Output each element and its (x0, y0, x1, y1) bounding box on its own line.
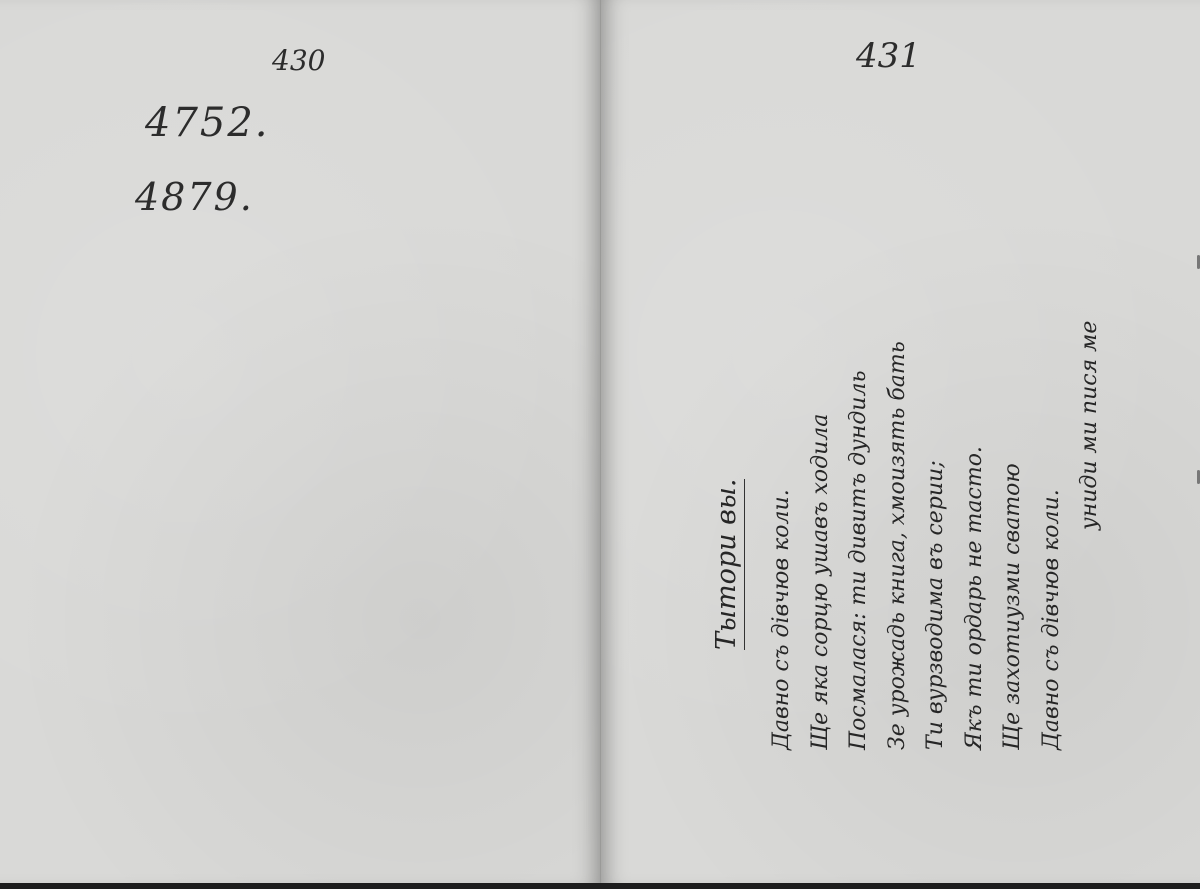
poem-line: Якъ ти ордарь не тасто. (961, 446, 987, 750)
poem-rotated-text (711, 250, 1110, 750)
left-page (0, 0, 601, 884)
poem-title: Тытори вы. (711, 479, 745, 650)
right-page (601, 0, 1200, 884)
poem-line: Ти вурзводима въ серии; (923, 460, 948, 750)
page-number-left: 430 (272, 44, 326, 77)
poem-line: Давно съ дівчюв коли. (1038, 489, 1064, 750)
catalog-number-second: 4879. (135, 175, 254, 219)
poem-line: Ще захотиузми сватою (1000, 463, 1025, 750)
poem-line: Давно съ дівчюв коли. (769, 489, 794, 750)
poem-line: Посмалася: ти дивитъ дундиль (846, 370, 871, 750)
poem-line: Зе урожадь книга, хмоизять бать (884, 341, 910, 750)
book-bottom-edge (0, 883, 1200, 889)
page-number-right: 431 (856, 36, 921, 76)
poem-line: Ще яка сорцю ушавъ ходила (807, 413, 833, 750)
poem-line: униди ми пися ме (1077, 320, 1102, 530)
catalog-number-first: 4752. (145, 100, 270, 146)
